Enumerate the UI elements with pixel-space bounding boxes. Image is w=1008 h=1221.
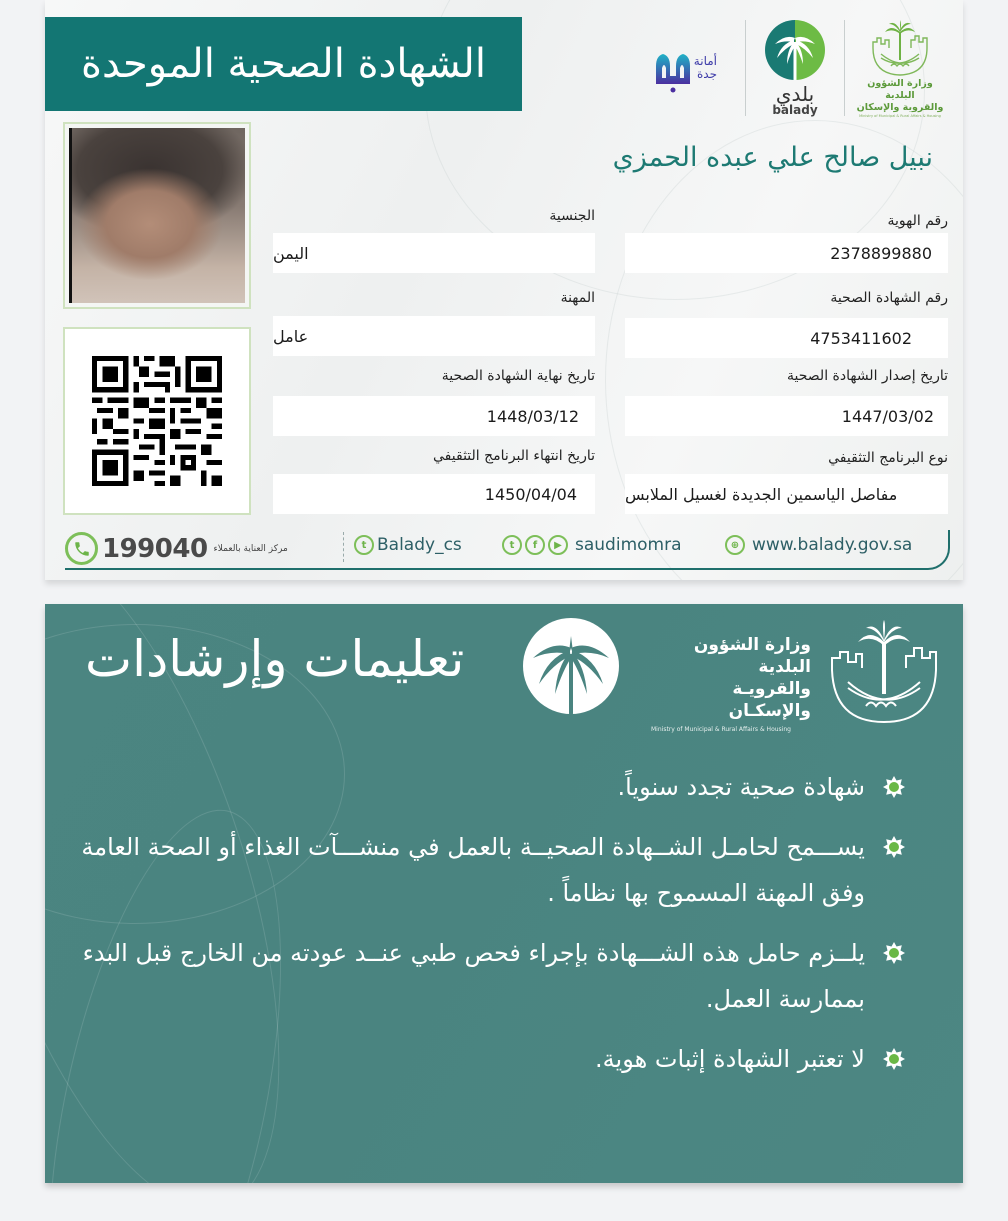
- program-type-value: مفاصل الياسمين الجديدة لغسيل الملابس: [625, 474, 948, 514]
- nationality-value: اليمن: [273, 233, 595, 273]
- ministry-name-block: وزارة الشؤون البلدية والقرويـة والإسكـان Ministry of Municipal & Rural Affairs & Housing: [651, 635, 811, 733]
- qr-code[interactable]: [90, 356, 224, 486]
- twitter-icon: t: [502, 535, 522, 555]
- holder-photo: [69, 128, 245, 303]
- jeddah-logo-text: أمانة جدة: [693, 54, 717, 81]
- id-number-label: رقم الهوية: [887, 213, 948, 229]
- instructions-card: [45, 604, 963, 1183]
- facebook-icon: f: [525, 535, 545, 555]
- globe-icon: ⊕: [725, 535, 745, 555]
- contact-separator: [343, 532, 344, 562]
- logo-divider: [844, 20, 845, 116]
- instruction-item: لا تعتبر الشهادة إثبات هوية.: [55, 1036, 905, 1082]
- contact-bar: [65, 530, 950, 570]
- twitter-cs-link[interactable]: t Balady_cs: [354, 535, 462, 555]
- program-end-date-value: 1450/04/04: [273, 474, 595, 514]
- certificate-title-banner: [45, 17, 522, 111]
- customer-care-phone[interactable]: [65, 532, 288, 565]
- id-number-value: 2378899880: [625, 233, 948, 273]
- nationality-label: الجنسية: [549, 208, 595, 224]
- instruction-item: شهادة صحية تجدد سنوياً.: [55, 764, 905, 810]
- jeddah-logo-icon: [652, 46, 694, 90]
- jeddah-municipality-logo: [652, 46, 721, 90]
- star-bullet-icon: [883, 836, 905, 858]
- star-bullet-icon: [883, 942, 905, 964]
- balady-palm-icon: [523, 618, 619, 714]
- holder-name: نبيل صالح علي عبده الحمزي: [612, 142, 933, 173]
- qr-code-frame: [63, 327, 251, 515]
- issue-date-label: تاريخ إصدار الشهادة الصحية: [787, 368, 948, 384]
- issue-date-value: 1447/03/02: [625, 396, 948, 436]
- star-bullet-icon: [883, 776, 905, 798]
- instruction-item: يســـمح لحامـل الشــهادة الصحيــة بالعمل في منشـــآت الغذاء أو الصحة العامة وفق المهنة المسموح بها نظاماً .: [55, 824, 905, 916]
- certificate-number-label: رقم الشهادة الصحية: [830, 290, 948, 306]
- phone-label: مركز العناية بالعملاء: [213, 543, 288, 554]
- program-type-label: نوع البرنامج التثقيفي: [828, 450, 948, 466]
- expiry-date-label: تاريخ نهاية الشهادة الصحية: [441, 368, 595, 384]
- social-handle-link[interactable]: t f ▶ saudimomra: [502, 535, 682, 555]
- youtube-icon: ▶: [548, 535, 568, 555]
- certificate-number-value: 4753411602: [625, 318, 948, 358]
- health-certificate-card: [45, 0, 963, 580]
- star-bullet-icon: [883, 1048, 905, 1070]
- program-end-date-label: تاريخ انتهاء البرنامج التثقيفي: [433, 448, 595, 464]
- occupation-value: عامل: [273, 316, 595, 356]
- logos-row: [652, 14, 945, 122]
- instructions-list: [55, 764, 905, 1096]
- ministry-logo: وزارة الشؤون البلدية والقروية والإسكان Ministry of Municipal & Rural Affairs & Housing: [855, 18, 945, 118]
- logo-divider: [745, 20, 746, 116]
- occupation-label: المهنة: [560, 290, 595, 306]
- website-link[interactable]: ⊕ www.balady.gov.sa: [725, 535, 912, 555]
- holder-photo-frame: [63, 122, 251, 309]
- phone-icon: [65, 532, 98, 565]
- balady-logo: بلدي balady: [756, 20, 834, 116]
- expiry-date-value: 1448/03/12: [273, 396, 595, 436]
- ministry-emblem-icon: [826, 618, 942, 726]
- palm-icon: [765, 20, 825, 80]
- certificate-title: الشهادة الصحية الموحدة: [81, 41, 486, 87]
- instruction-item: يلــزم حامل هذه الشـــهادة بإجراء فحص طبي عنــد عودته من الخارج قبل البدء بممارسة العمل.: [55, 930, 905, 1022]
- contact-divider-line: [65, 568, 925, 570]
- contact-curve: [922, 530, 950, 570]
- ministry-emblem-icon: [867, 18, 933, 78]
- instructions-title: تعليمات وإرشادات: [85, 630, 465, 688]
- phone-number: 199040: [102, 533, 208, 564]
- twitter-icon: t: [354, 535, 374, 555]
